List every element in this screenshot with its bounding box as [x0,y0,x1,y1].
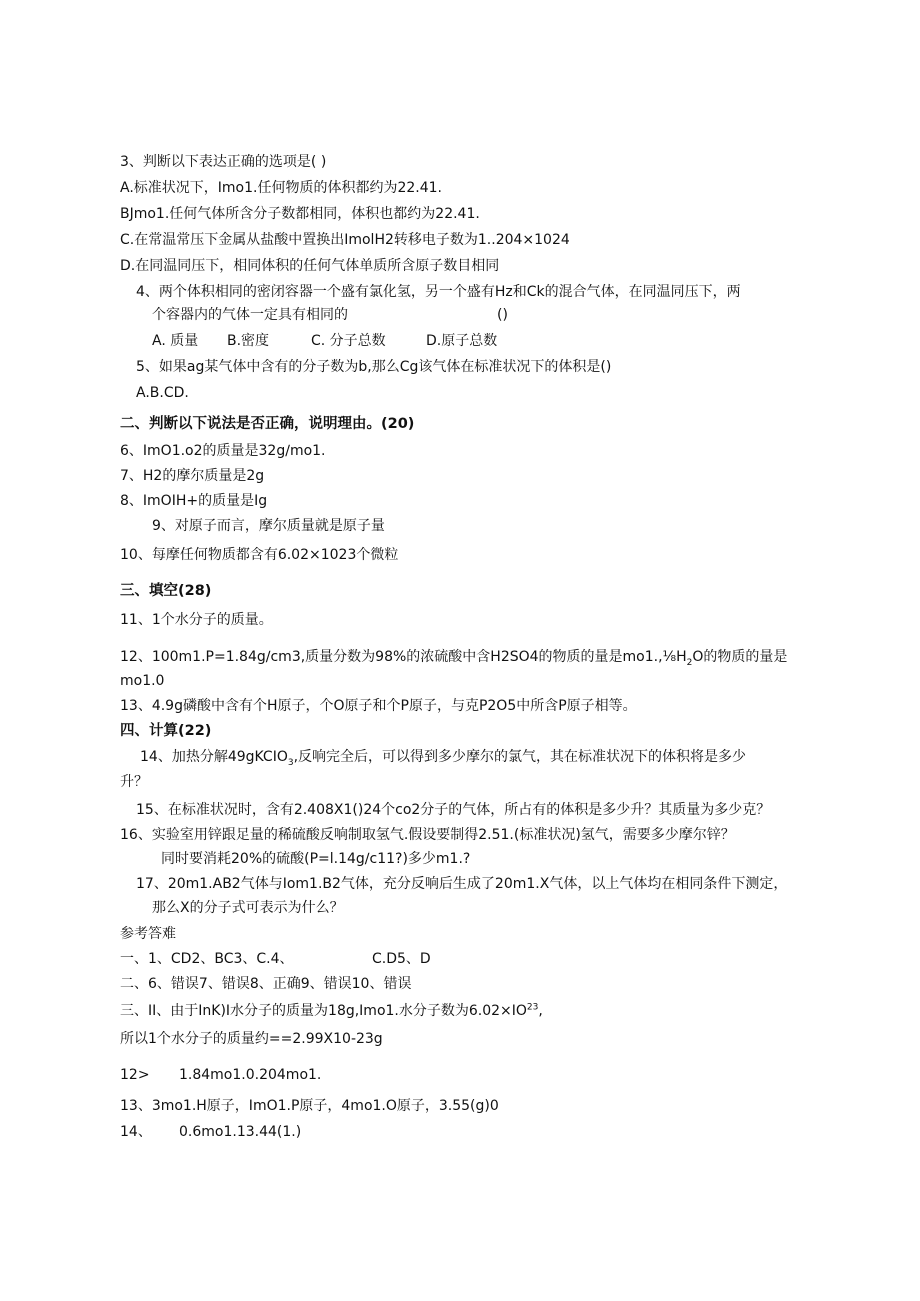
q4-answer-paren: () [497,307,508,323]
q6: 6、ImO1.o2的质量是32g∕mo1. [120,443,326,459]
answers-line3-text: 三、II、由于InK)I水分子的质量为18g,Imo1.水分子数为6.02×IO [120,1003,527,1019]
q17-line2: 那么X的分子式可表示为什么？ [152,900,344,916]
q3-option-a: A.标准状况下，Imo1.任何物质的体积都约为22.41. [120,180,442,196]
answers-line2: 二、6、错误7、错误8、正确9、错误10、错误 [120,976,412,992]
q3-option-c: C.在常温常压下金属从盐酸中置换出ImolH2转移电子数为1..204×1024 [120,232,570,248]
q5-stem: 5、如果ag某气体中含有的分子数为b,那么Cg该气体在标准状况下的体积是() [136,359,612,375]
q14-text-b: ,反响完全后，可以得到多少摩尔的氯气，其在标准状况下的体积将是多少 [293,749,747,765]
answers-line4: 所以1个水分子的质量约==2.99X10-23g [120,1031,383,1047]
q5-options: A.B.CD. [136,385,189,401]
answers-line3-superscript: 23 [526,1002,539,1013]
q17-line1: 17、20m1.AB2气体与Iom1.B2气体，充分反响后生成了20m1.X气体，以上气体均在相同条件下测定， [136,876,788,892]
q12-subscript: 2 [686,657,693,668]
q4-stem-line2: 个容器内的气体一定具有相同的 [152,307,348,323]
q14-text-a: 14、加热分解49gKCIO [140,749,288,765]
answers-title: 参考答难 [120,926,176,942]
q14-line2: 升？ [120,774,148,790]
q4-option-a: A. 质量 [152,333,199,349]
q3-option-b: BJmo1.任何气体所含分子数都相同，体积也都约为22.41. [120,206,480,222]
q4-stem-line1: 4、两个体积相同的密闭容器一个盛有氯化氢，另一个盛有Hz和Ck的混合气体，在同温同压下，两 [136,284,741,300]
q16-line2: 同时要消耗20%的硫酸(P=l.14g∕c11?)多少m1.? [161,851,471,867]
q11: 11、1个水分子的质量。 [120,612,273,628]
q14-subscript: 3 [287,757,294,768]
q10: 10、每摩任何物质都含有6.02×1023个微粒 [120,547,399,563]
section-4-title: 四、计算(22) [120,723,212,739]
q12-text-b: O的物质的量是 [692,649,788,665]
q4-option-c: C. 分子总数 [311,333,386,349]
section-2-title: 二、判断以下说法是否正确，说明理由。(20) [120,416,415,432]
q4-option-d: D.原子总数 [426,333,498,349]
q9: 9、对原子而言，摩尔质量就是原子量 [152,518,385,534]
answers-line7-label: 14、 [120,1124,152,1140]
answers-line5-value: 1.84mo1.0.204mo1. [179,1067,322,1083]
q16-line1: 16、实验室用锌跟足量的稀硫酸反响制取氢气.假设要制得2.51.(标准状况)氢气，需要多少摩尔锌？ [120,827,735,843]
answers-line3-comma: , [538,1003,543,1019]
answers-line3 [120,1002,543,1020]
q14-line1 [140,748,746,766]
answers-line6: 13、3mo1.H原子，ImO1.P原子，4mo1.O原子，3.55(g)0 [120,1098,499,1114]
section-3-title: 三、填空(28) [120,583,212,599]
answers-line5-label: 12> [120,1067,150,1083]
q12-text-a: 12、100m1.P=1.84g∕cm3,质量分数为98%的浓硫酸中含H2SO4的物质的量是mo1.,⅛H [120,649,687,665]
q15: 15、在标准状况时，含有2.408X1()24个co2分子的气体，所占有的体积是多少升？其质量为多少克？ [136,802,771,818]
q12-line1 [120,648,787,666]
q8: 8、ImOIH+的质量是Ig [120,493,268,509]
answers-line7-value: 0.6mo1.13.44(1.) [179,1124,302,1140]
q4-option-b: B.密度 [227,333,270,349]
answers-line1-b: C.D5、D [372,951,431,967]
q3-option-d: D.在同温同压下，相同体积的任何气体单质所含原子数目相同 [120,258,500,274]
q7: 7、H2的摩尔质量是2g [120,468,265,484]
answers-line1-a: 一、1、CD2、BC3、C.4、 [120,951,294,967]
q13: 13、4.9g磷酸中含有个H原子，个O原子和个P原子，与克P2O5中所含P原子相等。 [120,698,637,714]
q12-line2: mo1.0 [120,673,165,689]
q3-stem: 3、判断以下表达正确的选项是( ) [120,154,327,170]
